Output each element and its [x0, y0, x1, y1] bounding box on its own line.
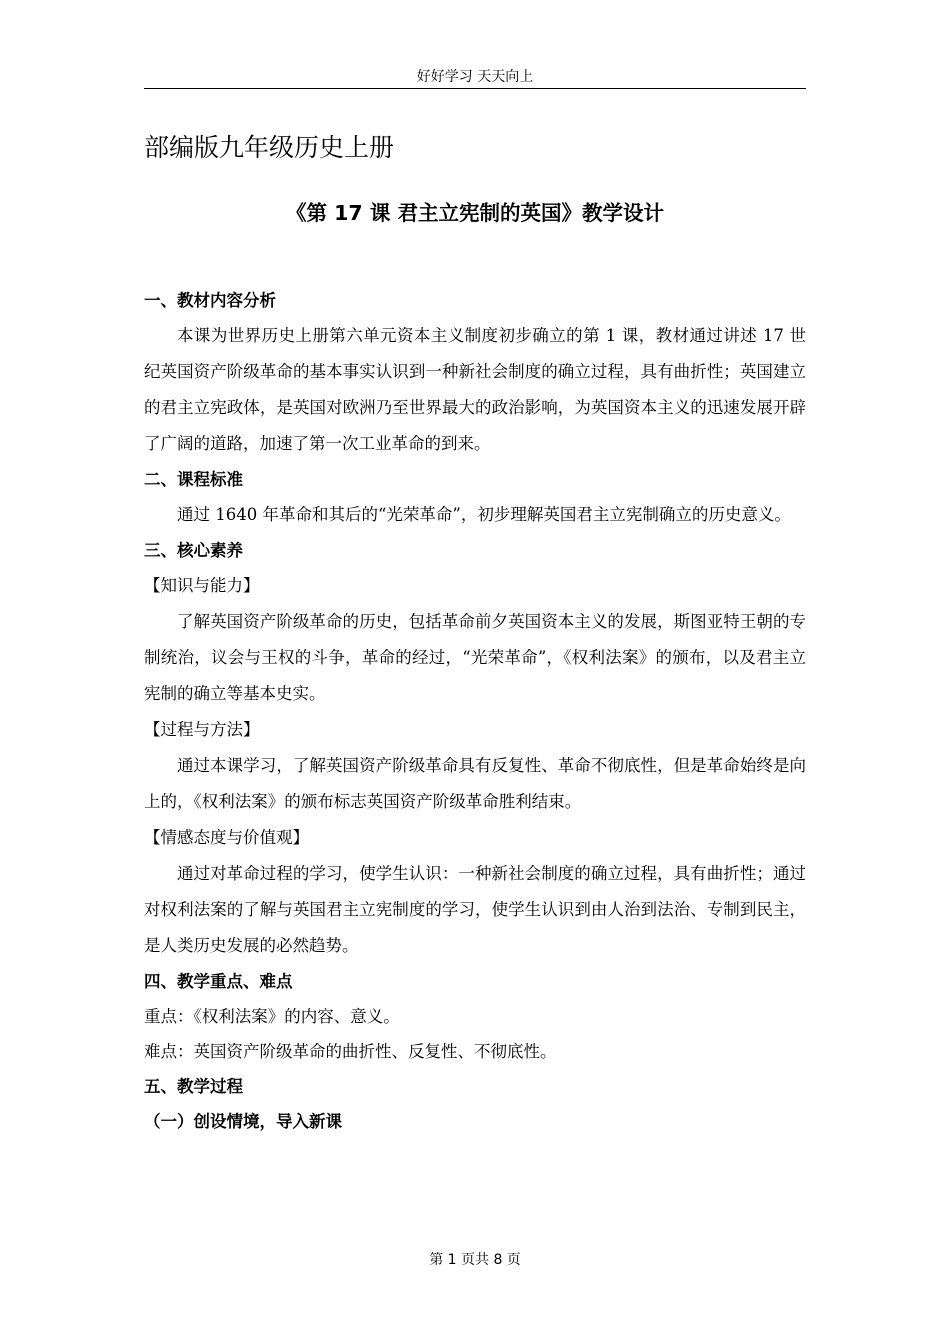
- difficult-point: 难点：英国资产阶级革命的曲折性、反复性、不彻底性。: [144, 1042, 557, 1061]
- subsection-tag: 【知识与能力】: [144, 576, 260, 595]
- page-footer: 第 1 页共 8 页: [429, 1252, 521, 1268]
- section-heading: 二、课程标准: [144, 470, 243, 489]
- subsection-tag: 【情感态度与价值观】: [144, 828, 309, 847]
- paragraph: 通过 1640 年革命和其后的“光荣革命”，初步理解英国君主立宪制确立的历史意义。: [177, 505, 791, 524]
- subsection-tag: 【过程与方法】: [144, 720, 260, 739]
- section-heading: 一、教材内容分析: [144, 291, 276, 310]
- section-heading: 四、教学重点、难点: [144, 972, 293, 991]
- paragraph: 了解英国资产阶级革命的历史，包括革命前夕英国资本主义的发展，斯图亚特王朝的专制统治，议会与王权的斗争，革命的经过，“光荣革命”，《权利法案》的颁布，以及君主立宪制的确立等基本史实。: [144, 612, 806, 703]
- paragraph: 通过对革命过程的学习，使学生认识：一种新社会制度的确立过程，具有曲折性；通过对权利法案的了解与英国君主立宪制度的学习，使学生认识到由人治到法治、专制到民主，是人类历史发展的必然趋势。: [144, 864, 806, 955]
- document-body: [144, 283, 806, 1139]
- book-title: 部编版九年级历史上册: [144, 133, 395, 162]
- header-rule: [144, 88, 806, 89]
- section-heading: 三、核心素养: [144, 541, 243, 560]
- page-header: 好好学习 天天向上: [416, 69, 534, 85]
- paragraph: 本课为世界历史上册第六单元资本主义制度初步确立的第 1 课，教材通过讲述 17 世纪英国资产阶级革命的基本事实认识到一种新社会制度的确立过程，具有曲折性；英国建立的君主立宪政体，是英国对欧洲乃至世界最大的政治影响，为英国资本主义的迅速发展开辟了广阔的道路，加速了第一次工业革命的到来。: [144, 326, 806, 453]
- paragraph: 通过本课学习，了解英国资产阶级革命具有反复性、革命不彻底性，但是革命始终是向上的，《权利法案》的颁布标志英国资产阶级革命胜利结束。: [144, 756, 806, 811]
- subsection-heading: （一）创设情境，导入新课: [144, 1112, 342, 1131]
- key-point: 重点：《权利法案》的内容、意义。: [144, 1007, 400, 1026]
- section-heading: 五、教学过程: [144, 1077, 243, 1096]
- lesson-title: 《第 17 课 君主立宪制的英国》教学设计: [286, 201, 664, 225]
